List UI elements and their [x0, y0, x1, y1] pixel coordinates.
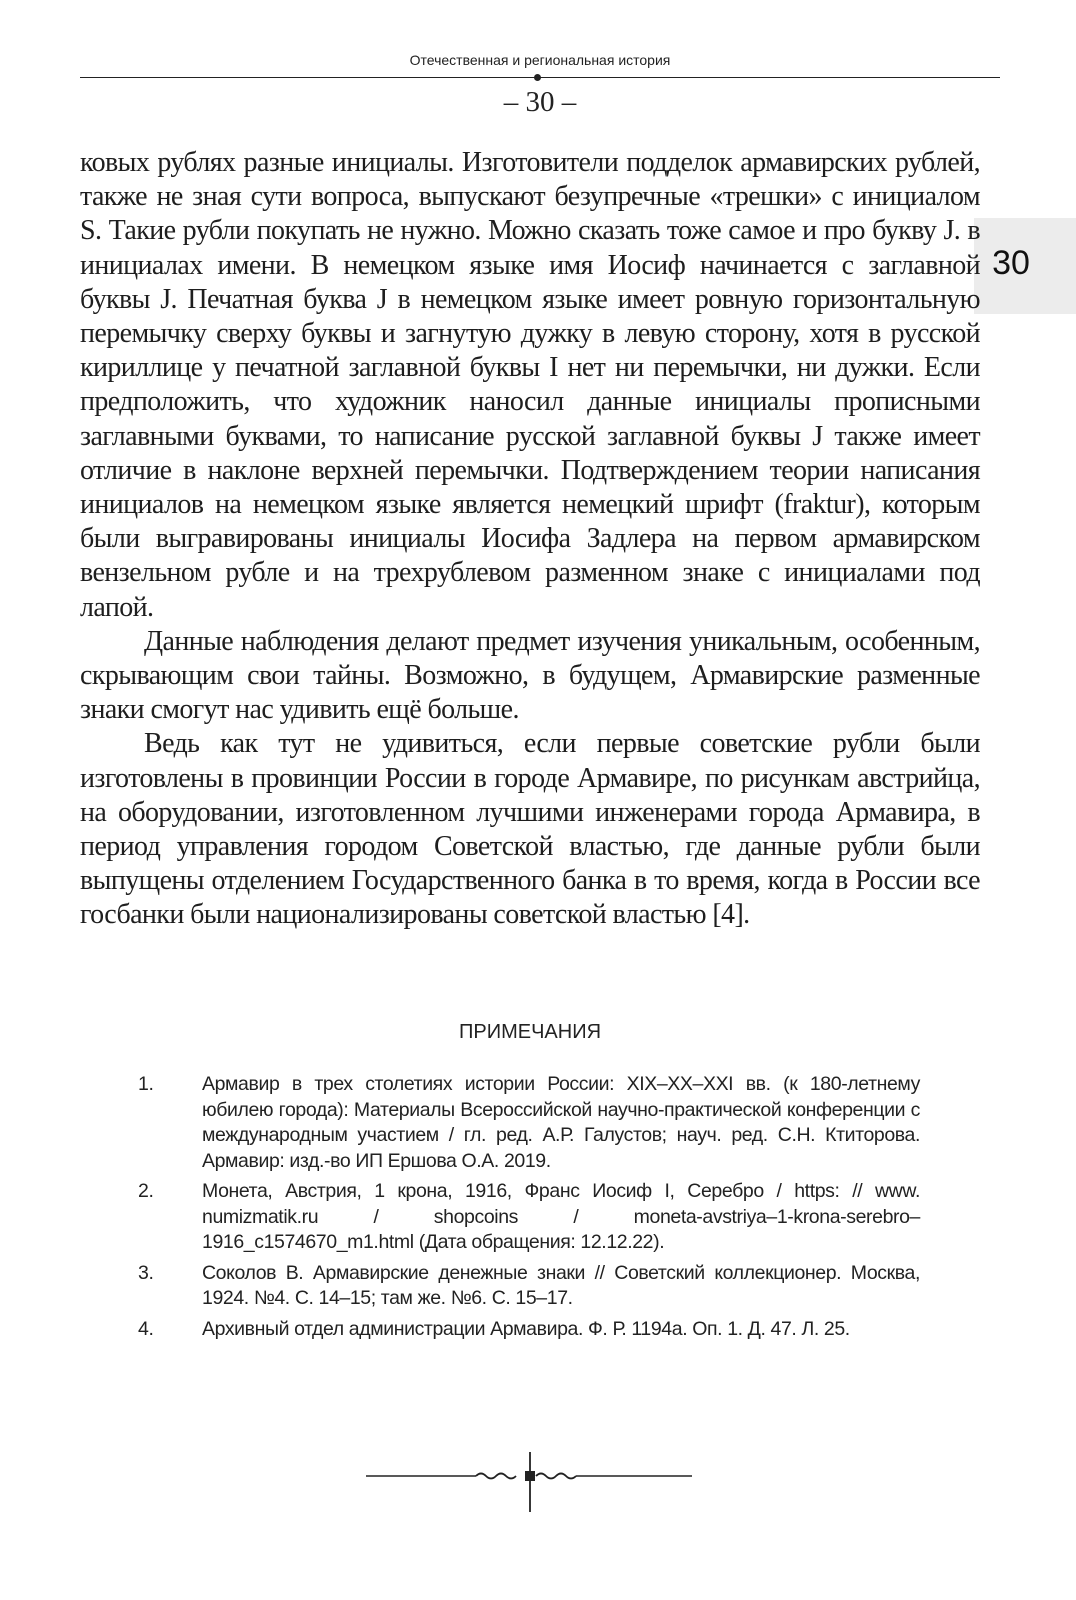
notes-heading: ПРИМЕЧАНИЯ: [458, 1021, 602, 1043]
note-item: [138, 1072, 920, 1174]
header-rule-dot: [534, 74, 541, 81]
paragraph: Ведь как тут не удивиться, если первые советские рубли были изготовлены в провинции России в городе Армавире, по рисункам австрийца, на оборудовании, изготовленном лучшими инженерами города Армавира, в период управления городом Советской властью, где данные рубли были выпущены отделением Государственного банка в то время, когда в России все госбанки были национализированы советской властью [4].: [80, 728, 980, 931]
note-number: 3.: [138, 1261, 154, 1284]
notes-list: [138, 1072, 920, 1347]
ornament-divider-icon: [366, 1448, 696, 1528]
note-number: 1.: [138, 1073, 154, 1095]
note-item: [138, 1261, 920, 1312]
page-number: – 30 –: [503, 86, 577, 118]
note-text: Армавир в трех столетиях истории России: XIX–XX–XXI вв. (к 180-летнему юбилею города): Материалы Всероссийской научно-практической конференции с международным участием / гл. ред. А.Р. Галустов; науч. ред. С.Н. Ктиторова. Армавир: изд.-во ИП Ершова О.А. 2019.: [202, 1073, 920, 1172]
paragraph: ковых рублях разные инициалы. Изготовители подделок армавирских рублей, также не зная сути вопроса, выпускают безупречные «трешки» с инициалом S. Такие рубли покупать не нужно. Можно сказать тоже самое и про букву J. в инициалах имени. В немецком языке имя Иосиф начинается с заглавной буквы J. Печатная буква J в немецком языке имеет ровную горизонтальную перемычку сверху буквы и загнутую дужку в левую сторону, хотя в русской кириллице у печатной заглавной буквы I нет ни перемычки, ни дужки. Если предположить, что художник наносил данные инициалы прописными заглавными буквами, то написание русской заглавной буквы J также имеет отличие в наклоне верхней перемычки. Подтверждением теории написания инициалов на немецком языке является немецкий шрифт (fraktur), которым были выгравированы инициалы Иосифа Задлера на первом армавирском вензельном рубле и на трехрублевом разменном знаке с инициалами под лапой.: [80, 147, 980, 623]
paragraph: Данные наблюдения делают предмет изучения уникальным, особенным, скрывающим свои тайны. Возможно, в будущем, Армавирские разменные знаки смогут нас удивить ещё больше.: [80, 625, 980, 726]
note-text: Монета, Австрия, 1 крона, 1916, Франс Иосиф I, Серебро / https: // www. numizmatik.ru / shopcoins / moneta-avstriya–1-krona-serebro–1916_c1574670_m1.html (Дата обращения: 12.12.22).: [202, 1180, 920, 1253]
note-text: Соколов В. Армавирские денежные знаки // Советский коллекционер. Москва, 1924. №4. С. 14–15; там же. №6. С. 15–17.: [202, 1261, 920, 1309]
note-number: 2.: [138, 1180, 154, 1202]
note-text: Архивный отдел администрации Армавира. Ф. Р. 1194а. Оп. 1. Д. 47. Л. 25.: [202, 1317, 850, 1340]
note-item: [138, 1179, 920, 1256]
note-number: 4.: [138, 1317, 154, 1340]
running-head: Отечественная и региональная история: [409, 52, 671, 68]
side-tab-number: 30: [992, 244, 1030, 282]
note-item: [138, 1317, 920, 1343]
body-text: [80, 146, 980, 933]
